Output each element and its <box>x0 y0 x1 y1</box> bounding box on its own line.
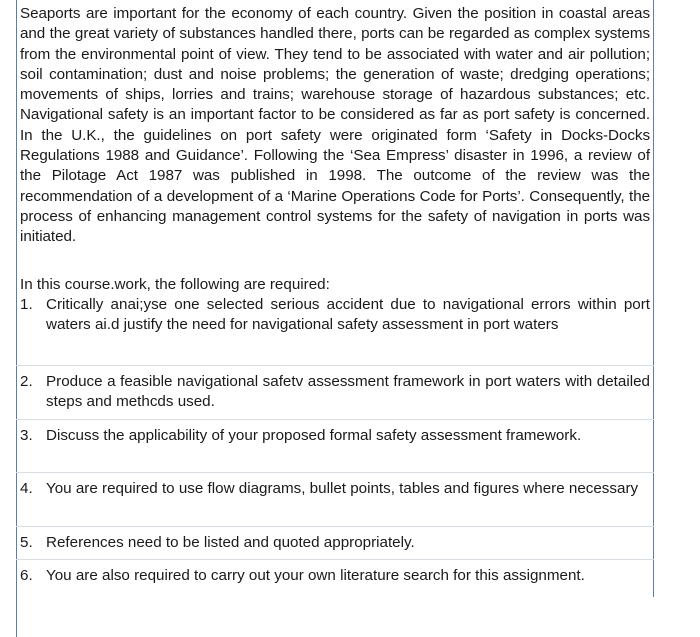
divider <box>16 419 654 420</box>
requirement-item-5 <box>20 533 650 553</box>
divider <box>16 365 654 366</box>
requirement-item-2 <box>20 372 650 411</box>
requirement-item-6 <box>20 566 650 586</box>
requirements-heading: In this course.work, the following are required: <box>20 276 330 293</box>
requirement-text: You are required to use flow diagrams, bullet points, tables and figures where necessary <box>46 480 639 497</box>
requirement-text: You are also required to carry out your own literature search for this assignment. <box>46 567 585 584</box>
intro-paragraph: Seaports are important for the economy of each country. Given the position in coastal areas and the great variety of substances handled there, ports can be regarded as complex systems from the environmental point of view. They tend to be associated with water and air pollution; soil contamination; dust and noise problems; the generation of waste; dredging operations; movements of ships, lorries and trains; warehouse storage of hazardous substances; etc. Navigational safety is an important factor to be considered as far as port safety is concerned. In the U.K., the guidelines on port safety were originated form ‘Safety in Docks-Docks Regulations 1988 and Guidance’. Following the ‘Sea Empress’ disaster in 1996, a review of the Pilotage Act 1987 was published in 1998. The outcome of the review was the recommendation of a development of a ‘Marine Operations Code for Ports’. Consequently, the process of enhancing management control systems for the safety of navigation in ports was initiated. <box>20 5 650 246</box>
requirement-item-3 <box>20 426 650 446</box>
right-border <box>653 0 654 597</box>
requirement-item-1 <box>20 295 650 334</box>
requirement-text: Critically anai;yse one selected serious accident due to navigational errors within port waters ai.d justify the need for navigational safety assessment in port waters <box>46 296 650 333</box>
requirement-text: Produce a feasible navigational safetv assessment framework in port waters with detailed steps and methcds used. <box>46 373 650 410</box>
divider <box>16 472 654 473</box>
divider <box>16 526 654 527</box>
requirement-number: 3. <box>20 427 33 444</box>
requirement-number: 2. <box>20 373 33 390</box>
requirement-text: References need to be listed and quoted appropriately. <box>46 534 415 551</box>
requirement-number: 5. <box>20 534 33 551</box>
requirement-text: Discuss the applicability of your proposed formal safety assessment framework. <box>46 427 582 444</box>
requirement-item-4 <box>20 479 650 499</box>
divider <box>16 559 654 560</box>
requirement-number: 4. <box>20 480 33 497</box>
left-border <box>16 0 17 637</box>
requirement-number: 1. <box>20 296 33 313</box>
requirement-number: 6. <box>20 567 33 584</box>
